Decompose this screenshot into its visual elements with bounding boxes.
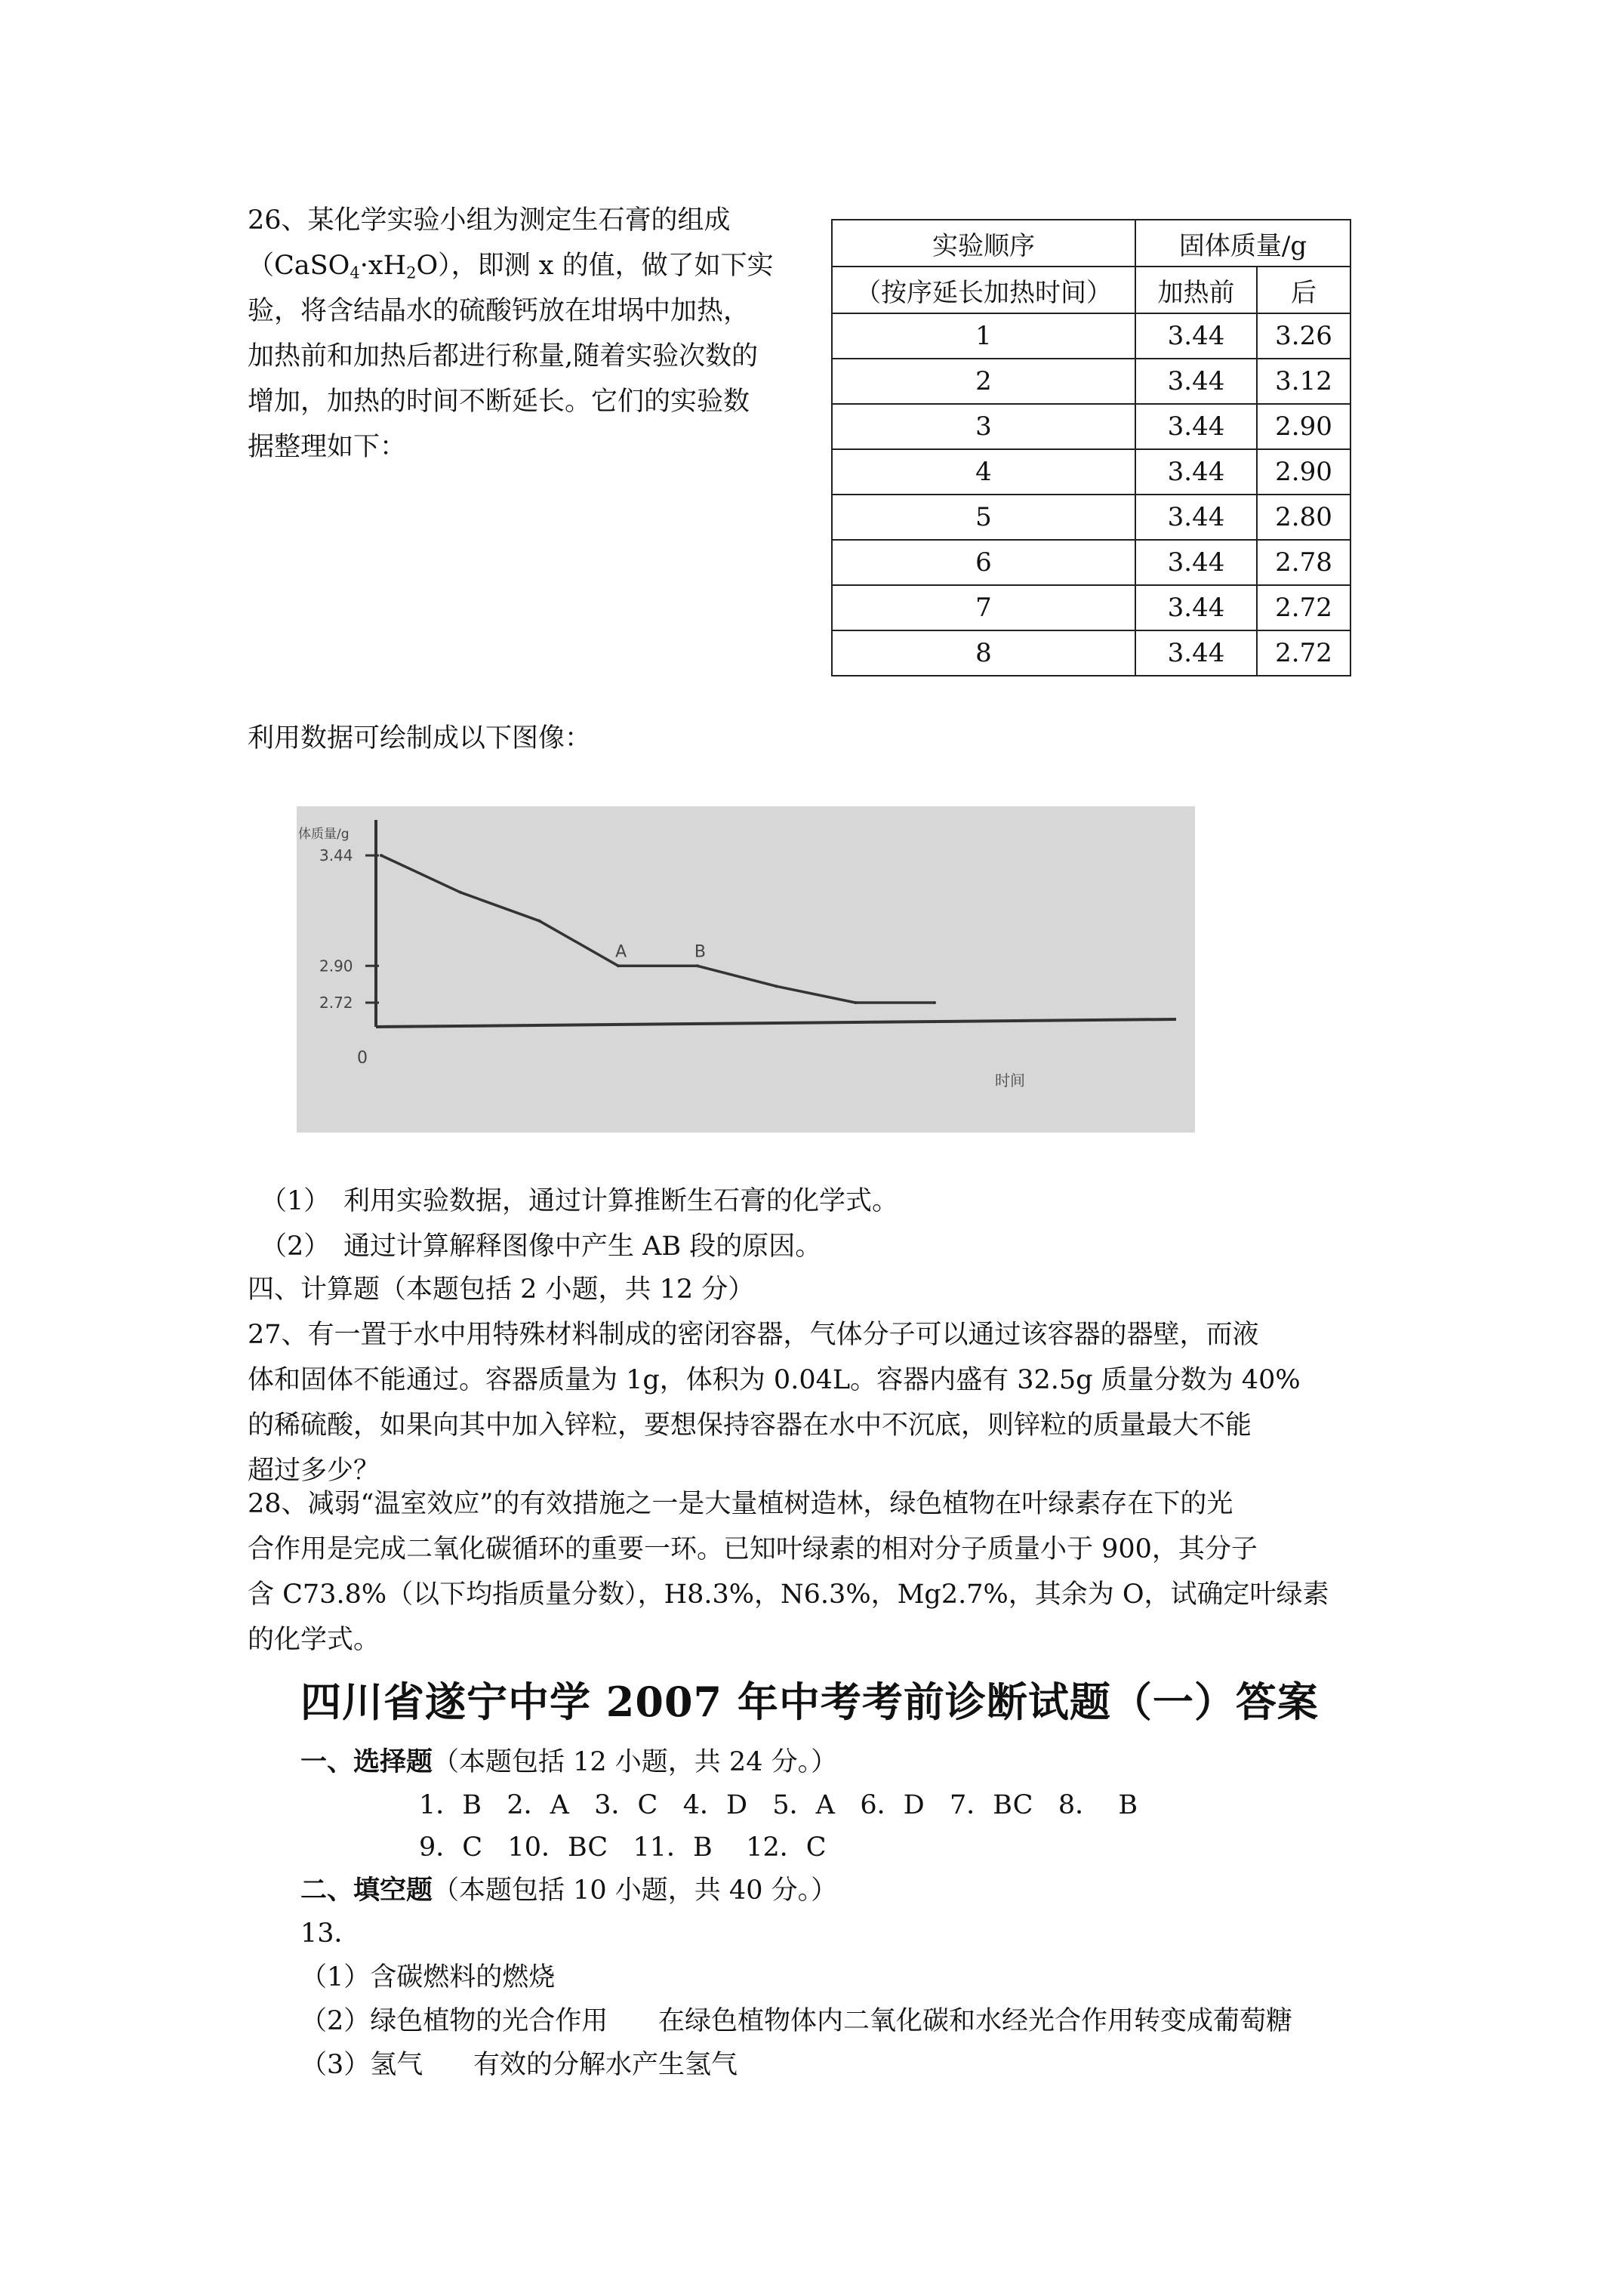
table-row	[832, 404, 1350, 449]
cell-n: 3	[832, 404, 1135, 449]
q26-line: 26、某化学实验小组为测定生石膏的组成	[248, 205, 731, 236]
q26-line: $(CaSO_4\cdot xH_2O)$，即测 x 的值，做了如下实	[248, 251, 774, 282]
data-point	[617, 964, 620, 967]
cell-n: 6	[832, 540, 1135, 585]
q26-line: 验，将含结晶水的硫酸钙放在坩埚中加热，	[248, 296, 750, 326]
cell-n: 5	[832, 495, 1135, 540]
question-28	[248, 1481, 1387, 1663]
answer-row: 9．C 10．BC 11．B 12．C	[419, 1832, 827, 1863]
sub-question: （2） 通过计算解释图像中产生 AB 段的原因。	[260, 1231, 822, 1262]
table-row	[832, 630, 1350, 676]
cell-n: 4	[832, 449, 1135, 495]
q28-line: 含 C73.8%（以下均指质量分数），H8.3%，N6.3%，Mg2.7%，其余为 O，试确定叶绿素	[248, 1579, 1329, 1610]
q28-line: 28、减弱“温室效应”的有效措施之一是大量植树造林，绿色植物在叶绿素存在下的光	[248, 1489, 1233, 1519]
x-axis	[376, 1019, 1176, 1027]
cell-n: 8	[832, 630, 1135, 676]
answer-section-2: 二、填空题（本题包括 10 小题，共 40 分。）	[300, 1875, 838, 1906]
cell-before: 3.44	[1135, 585, 1257, 630]
cell-after: 2.72	[1257, 630, 1350, 676]
table-row	[832, 495, 1350, 540]
cell-before: 3.44	[1135, 359, 1257, 404]
question-27	[248, 1312, 1387, 1493]
table-row	[832, 313, 1350, 359]
q26-line: 增加，加热的时间不断延长。它们的实验数	[248, 387, 750, 417]
experiment-table	[831, 219, 1351, 676]
origin-label: 0	[357, 1049, 368, 1068]
cell-after: 2.90	[1257, 449, 1350, 495]
q28-line: 合作用是完成二氧化碳循环的重要一环。已知叶绿素的相对分子质量小于 900，其分子	[248, 1534, 1258, 1564]
data-point	[696, 964, 699, 967]
answer-13-2: （2）绿色植物的光合作用 在绿色植物体内二氧化碳和水经光合作用转变成葡萄糖	[300, 2006, 1293, 2036]
answer-title: 四川省遂宁中学 2007 年中考考前诊断试题（一）答案	[300, 1678, 1319, 1726]
y-tick-label: 3.44	[319, 846, 353, 864]
chart-svg	[297, 806, 1195, 1133]
point-label: A	[615, 942, 627, 962]
table-row	[832, 585, 1350, 630]
data-point	[380, 854, 383, 857]
answer-13-3: （3）氢气 有效的分解水产生氢气	[300, 2050, 738, 2080]
header-after: 后	[1257, 267, 1350, 313]
table-row	[832, 359, 1350, 404]
cell-after: 2.78	[1257, 540, 1350, 585]
cell-after: 3.26	[1257, 313, 1350, 359]
q26-line: 加热前和加热后都进行称量,随着实验次数的	[248, 341, 759, 371]
data-point	[459, 891, 462, 894]
series-line	[381, 855, 935, 1003]
data-point	[775, 985, 778, 988]
sub-question: （1） 利用实验数据，通过计算推断生石膏的化学式。	[260, 1186, 899, 1216]
answer-row: 1．B 2．A 3．C 4．D 5．A 6．D 7．BC 8． B	[419, 1790, 1138, 1820]
cell-after: 2.80	[1257, 495, 1350, 540]
header-order: 实验顺序	[832, 220, 1135, 267]
answer-section-1: 一、选择题（本题包括 12 小题，共 24 分。）	[300, 1746, 838, 1777]
cell-before: 3.44	[1135, 540, 1257, 585]
cell-after: 2.90	[1257, 404, 1350, 449]
header-before: 加热前	[1135, 267, 1257, 313]
section-heading: 四、计算题（本题包括 2 小题，共 12 分）	[248, 1274, 755, 1305]
data-point	[933, 1001, 936, 1004]
cell-before: 3.44	[1135, 495, 1257, 540]
chart-intro: 利用数据可绘制成以下图像：	[248, 723, 592, 754]
cell-n: 2	[832, 359, 1135, 404]
y-tick-label: 2.90	[319, 957, 353, 975]
q26-line: 据整理如下：	[248, 432, 407, 462]
q28-line: 的化学式。	[248, 1625, 380, 1655]
point-label: B	[694, 942, 706, 962]
cell-before: 3.44	[1135, 313, 1257, 359]
cell-n: 1	[832, 313, 1135, 359]
cell-before: 3.44	[1135, 404, 1257, 449]
cell-after: 3.12	[1257, 359, 1350, 404]
y-axis-label: 体质量/g	[298, 827, 350, 842]
table-row	[832, 540, 1350, 585]
cell-n: 7	[832, 585, 1135, 630]
cell-before: 3.44	[1135, 630, 1257, 676]
y-tick-label: 2.72	[319, 994, 353, 1012]
q27-line: 体和固体不能通过。容器质量为 1g，体积为 0.04L。容器内盛有 32.5g 质量分数为 40%	[248, 1365, 1301, 1395]
q27-line: 的稀硫酸，如果向其中加入锌粒，要想保持容器在水中不沉底，则锌粒的质量最大不能	[248, 1410, 1252, 1441]
answer-13: 13．	[300, 1918, 361, 1949]
q27-line: 超过多少？	[248, 1456, 380, 1486]
cell-before: 3.44	[1135, 449, 1257, 495]
data-point	[854, 1001, 857, 1004]
table-row	[832, 449, 1350, 495]
header-mass: 固体质量/g	[1135, 220, 1350, 267]
data-point	[537, 920, 540, 923]
question-26-text	[248, 198, 806, 470]
mass-time-chart	[297, 806, 1195, 1133]
header-order-note: （按序延长加热时间）	[832, 267, 1135, 313]
q27-line: 27、有一置于水中用特殊材料制成的密闭容器，气体分子可以通过该容器的器壁，而液	[248, 1320, 1259, 1350]
cell-after: 2.72	[1257, 585, 1350, 630]
x-axis-label: 时间	[995, 1071, 1025, 1089]
answer-13-1: （1）含碳燃料的燃烧	[300, 1962, 556, 1992]
